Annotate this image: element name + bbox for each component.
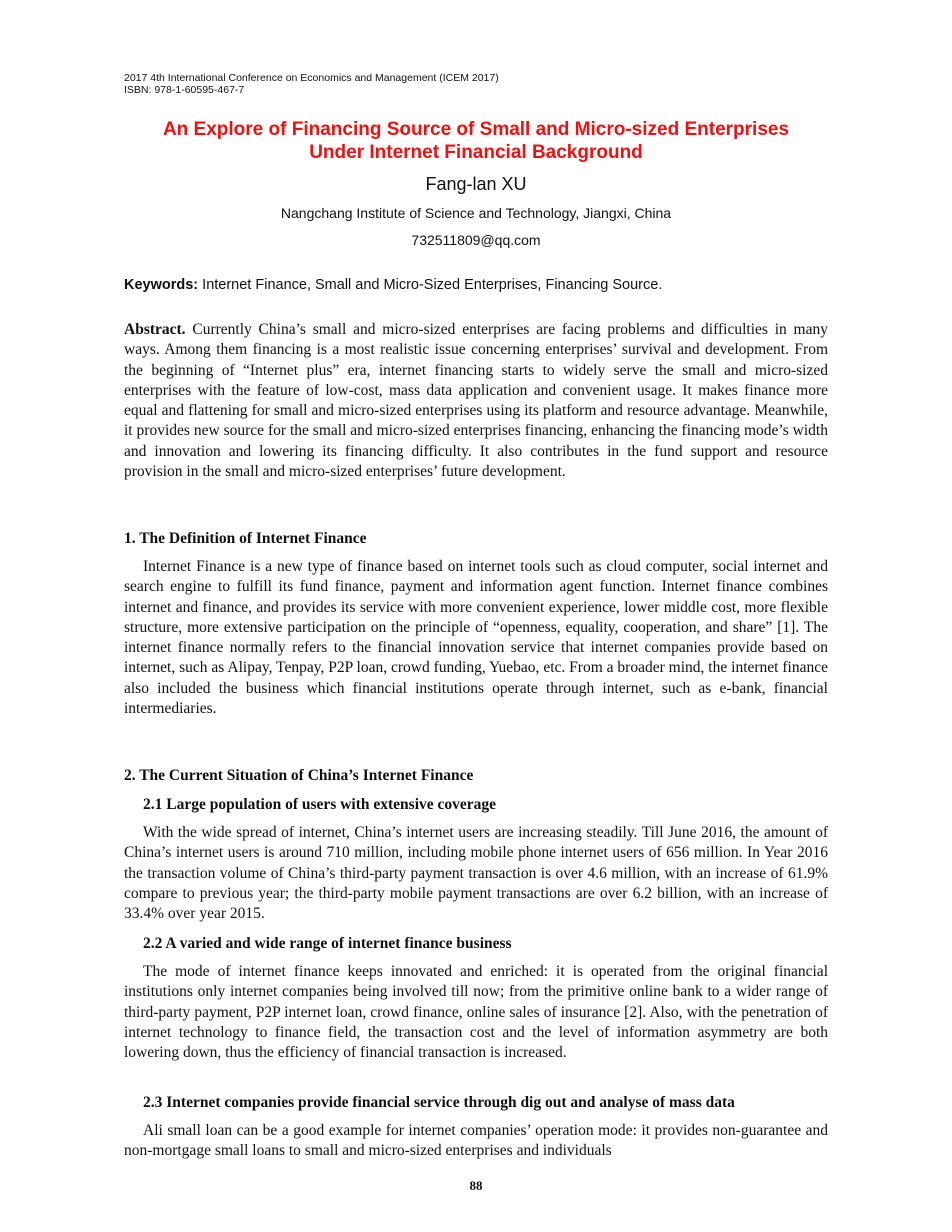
keywords-label: Keywords:: [124, 277, 199, 293]
section-2-1-text: With the wide spread of internet, China’s internet users are increasing steadily. Till June 2016, the amount of China’s internet users is around 710 million, including mobile phone internet users of 656 million. In Year 2016 the transaction volume of China’s third-party payment transaction is over 4.6 million, with an increase of 61.9% compare to previous year; the third-party mobile payment transactions are over 6.2 billion, with an increase of 33.4% over year 2015.: [124, 824, 828, 923]
section-2-3-heading: 2.3 Internet companies provide financial service through dig out and analyse of mass data: [143, 1094, 735, 1111]
author-email: 732511809@qq.com: [411, 232, 541, 248]
section-1-heading: 1. The Definition of Internet Finance: [124, 530, 367, 547]
section-2-1-body: [124, 823, 828, 924]
section-1-text: Internet Finance is a new type of finance based on internet tools such as cloud computer, social internet and search engine to fulfill its fund finance, payment and information agent function. Internet finance combines internet and finance, and provides its service with more convenient experience, lower middle cost, more flexible structure, more extensive participation on the principle of “openness, equality, cooperation, and share” [1]. The internet finance normally refers to the financial innovation service that internet companies provide based on internet, such as Alipay, Tenpay, P2P loan, crowd funding, Yuebao, etc. From a broader mind, the internet finance also included the business which financial institutions operate through internet, such as e-bank, financial intermediaries.: [124, 558, 828, 718]
page-number: 88: [469, 1178, 483, 1193]
section-2-3-body: [124, 1121, 828, 1162]
abstract-text: Currently China’s small and micro-sized enterprises are facing problems and difficulties in many ways. Among them financing is a most realistic issue concerning enterprises’ survival and development. From the beginning of “Internet plus” era, internet financing starts to widely serve the small and micro-sized enterprises with the feature of low-cost, mass data application and convenient usage. It makes finance more equal and flattening for small and micro-sized enterprises using its platform and resource advantage. Meanwhile, it provides new source for the small and micro-sized enterprises financing, enhancing the financing mode’s width and innovation and lowering its financing difficulty. It also contributes in the fund support and resource provision in the small and micro-sized enterprises’ future development.: [124, 321, 828, 481]
section-2-2-body: [124, 962, 828, 1063]
section-2-2-text: The mode of internet finance keeps innovated and enriched: it is operated from the original financial institutions only internet companies being involved till now; from the primitive online bank to a wider range of third-party payment, P2P internet loan, crowd finance, online sales of insurance [2]. Also, with the penetration of internet technology to finance field, the transaction cost and the level of information asymmetry are both lowering down, thus the efficiency of financial transaction is increased.: [124, 963, 828, 1062]
paper-title: [0, 118, 952, 164]
author-affiliation: Nangchang Institute of Science and Technology, Jiangxi, China: [280, 205, 672, 221]
section-2-2-heading: 2.2 A varied and wide range of internet finance business: [143, 935, 512, 952]
abstract-label: Abstract.: [124, 321, 186, 338]
section-2-1-heading: 2.1 Large population of users with extensive coverage: [143, 796, 497, 813]
author-name: Fang-lan XU: [425, 174, 527, 194]
keywords-text: Internet Finance, Small and Micro-Sized Enterprises, Financing Source.: [198, 277, 663, 293]
conference-name: 2017 4th International Conference on Economics and Management (ICEM 2017): [124, 72, 499, 84]
isbn: ISBN: 978-1-60595-467-7: [124, 84, 245, 96]
section-1-body: [124, 557, 828, 719]
title-line-2: Under Internet Financial Background: [309, 142, 643, 163]
abstract: [124, 320, 828, 482]
title-line-1: An Explore of Financing Source of Small and Micro-sized Enterprises: [162, 119, 790, 140]
conference-header: [124, 72, 499, 96]
keywords: [124, 276, 828, 294]
section-2-heading: 2. The Current Situation of China’s Internet Finance: [124, 767, 474, 784]
section-2-3-text: Ali small loan can be a good example for internet companies’ operation mode: it provides non-guarantee and non-mortgage small loans to small and micro-sized enterprises and individuals: [124, 1122, 828, 1160]
